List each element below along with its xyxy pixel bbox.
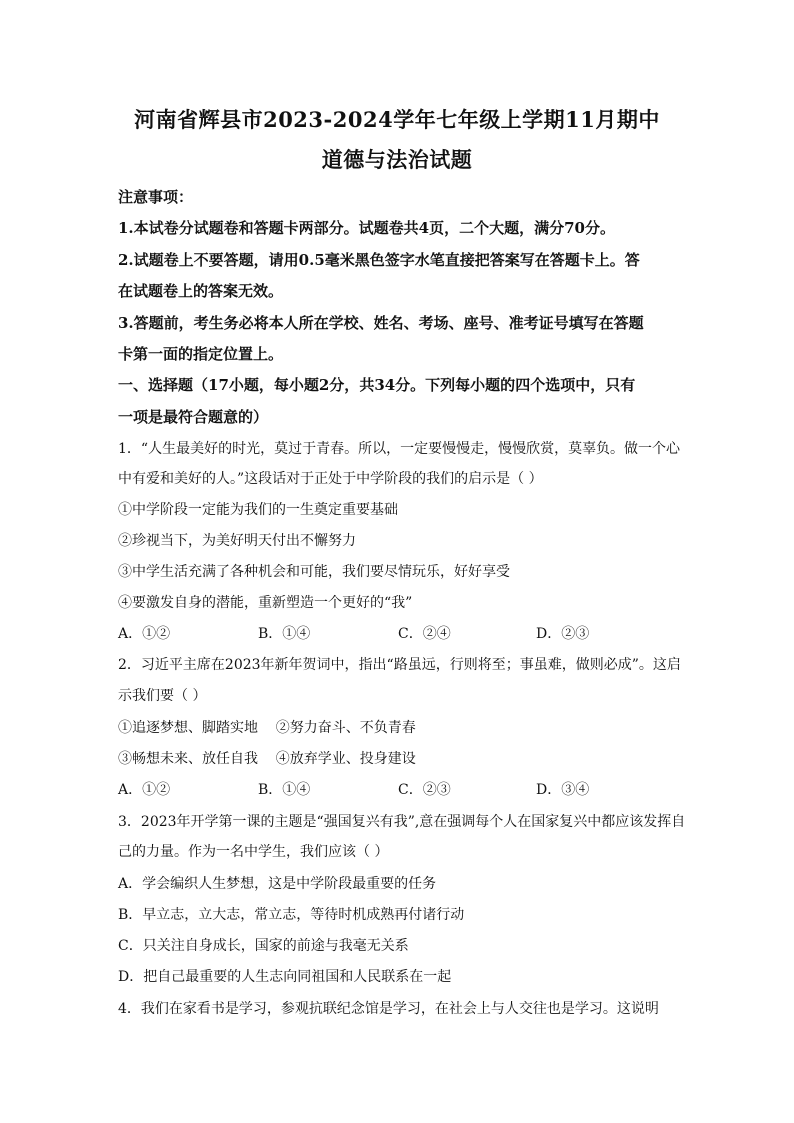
q3-choice-b: B．早立志，立大志，常立志，等待时机成熟再付诸行动 [118,907,465,923]
q2-stem-line1: 2．习近平主席在2023年新年贺词中，指出“路虽远，行则将至；事虽难，做则必成”。这启 [118,657,681,673]
exam-title-line2: 道德与法治试题 [321,147,473,172]
q2-options-3-4: ③畅想未来、放任自我 ④放弃学业、投身建设 [118,751,416,767]
q2-choice-b: B．①④ [258,782,311,798]
note-2-line1: 2.试题卷上不要答题，请用0.5毫米黑色签字水笔直接把答案写在答题卡上。答 [118,251,640,269]
section-heading-line2: 一项是最符合题意的） [118,408,269,426]
q1-choice-c: C．②④ [398,626,451,642]
q1-stem-line1: 1．“人生最美好的时光，莫过于青春。所以，一定要慢慢走，慢慢欣赏，莫辜负。做一个心 [118,441,681,457]
notes-heading: 注意事项： [118,188,194,206]
q3-choice-d: D．把自己最重要的人生志向同祖国和人民联系在一起 [118,969,452,985]
note-1: 1.本试卷分试题卷和答题卡两部分。试题卷共4页，二个大题，满分70分。 [118,219,615,237]
q3-stem-line1: 3．2023年开学第一课的主题是“强国复兴有我”,意在强调每个人在国家复兴中都应该发挥自 [118,814,686,830]
q1-option-3: ③中学生活充满了各种机会和可能，我们要尽情玩乐，好好享受 [118,564,510,580]
note-2-line2: 在试题卷上的答案无效。 [118,282,284,300]
q1-choice-b: B．①④ [258,626,311,642]
q3-choice-a: A．学会编织人生梦想，这是中学阶段最重要的任务 [118,876,437,892]
q2-stem-line2: 示我们要（ ） [118,688,207,704]
q2-choice-d: D．③④ [536,782,590,798]
q1-option-1: ①中学阶段一定能为我们的一生奠定重要基础 [118,502,398,518]
q3-choice-c: C．只关注自身成长，国家的前途与我毫无关系 [118,938,409,954]
note-3-line1: 3.答题前，考生务必将本人所在学校、姓名、考场、座号、准考证号填写在答题 [118,314,644,332]
q2-choice-a: A．①② [118,782,171,798]
note-3-line2: 卡第一面的指定位置上。 [118,345,284,363]
q3-stem-line2: 己的力量。作为一名中学生，我们应该（ ） [118,844,389,860]
q1-option-4: ④要激发自身的潜能，重新塑造一个更好的“我” [118,595,413,611]
q4-stem-line1: 4．我们在家看书是学习，参观抗联纪念馆是学习，在社会上与人交往也是学习。这说明 [118,1001,659,1017]
q2-choice-c: C．②③ [398,782,451,798]
q1-option-2: ②珍视当下，为美好明天付出不懈努力 [118,533,356,549]
section-heading-line1: 一、选择题（17小题，每小题2分，共34分。下列每小题的四个选项中，只有 [118,376,636,394]
exam-title-line1: 河南省辉县市2023-2024学年七年级上学期11月期中 [134,107,660,132]
q1-choice-d: D．②③ [536,626,590,642]
q1-stem-line2: 中有爱和美好的人。”这段话对于正处于中学阶段的我们的启示是（ ） [118,471,543,487]
q1-choice-a: A．①② [118,626,171,642]
q2-options-1-2: ①追逐梦想、脚踏实地 ②努力奋斗、不负青春 [118,720,416,736]
